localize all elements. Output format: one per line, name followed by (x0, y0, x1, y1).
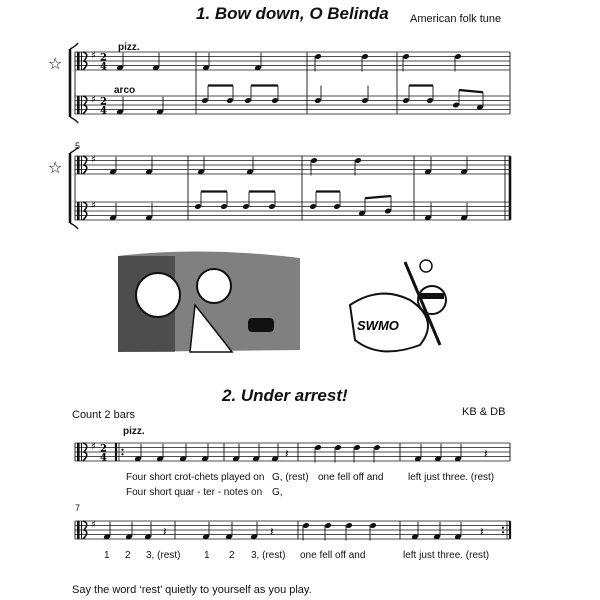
quarter-rest: 𝄽 (480, 524, 484, 539)
cartoon-illustration (118, 251, 446, 352)
star-icon: ☆ (48, 54, 63, 73)
quarter-rest: 𝄽 (270, 524, 274, 539)
instruction-text: Say the word ‘rest’ quietly to yourself as you play. (72, 584, 312, 596)
sharp-icon: ♯ (91, 50, 96, 62)
system-bracket (70, 223, 78, 229)
repeat-dot (502, 531, 504, 533)
count-lyric: 1 (204, 550, 210, 561)
count-lyric: one fell off and (300, 550, 366, 561)
quarter-rest: 𝄽 (285, 446, 289, 461)
alto-clef-icon (77, 521, 80, 539)
lyric: left just three. (rest) (408, 472, 495, 483)
lyric: one fell off and (318, 472, 384, 483)
pizz-label-2: pizz. (123, 426, 145, 437)
count-lyric: 2 (125, 550, 131, 561)
star-icon: ☆ (48, 158, 63, 177)
lyric: Four short crot-chets played on (126, 472, 265, 483)
alto-clef-icon (81, 52, 82, 70)
alto-clef-icon (77, 96, 80, 114)
sharp-icon: ♯ (91, 154, 96, 166)
alto-clef-icon (81, 443, 82, 461)
quarter-rest: 𝄽 (163, 524, 167, 539)
piece2-composer: KB & DB (462, 406, 506, 418)
arco-label: arco (114, 85, 136, 96)
time-signature: 4 (100, 452, 107, 464)
alto-clef-icon (81, 202, 82, 220)
system-bracket (70, 43, 78, 49)
count-lyric: 1 (104, 550, 110, 561)
piece1-title: 1. Bow down, O Belinda (196, 4, 389, 23)
measure-number-7: 7 (75, 503, 81, 513)
time-signature: 4 (100, 105, 107, 117)
svg-text:SWMO: SWMO (357, 318, 399, 333)
sharp-icon: ♯ (91, 441, 96, 453)
lyric: Four short quar - ter - notes on (126, 487, 263, 498)
repeat-dot (502, 527, 504, 529)
beam (365, 196, 391, 198)
count-lyric: 2 (229, 550, 235, 561)
pizz-label: pizz. (118, 42, 140, 53)
count-lyric: 3, (rest) (146, 550, 181, 561)
alto-clef-icon (77, 443, 80, 461)
measure-number-5: 5 (75, 141, 81, 151)
time-signature: 2 (100, 52, 107, 64)
count-lyric: left just three. (rest) (403, 550, 490, 561)
time-signature: 2 (100, 96, 107, 108)
alto-clef-icon (77, 202, 80, 220)
lyric: G, (272, 487, 283, 498)
alto-clef-icon (81, 96, 82, 114)
system-bracket (70, 117, 78, 123)
repeat-dot (121, 449, 123, 451)
count-lyric: 3, (rest) (251, 550, 286, 561)
alto-clef-icon (77, 52, 80, 70)
alto-clef-icon (81, 521, 82, 539)
sharp-icon: ♯ (91, 200, 96, 212)
lyric: G, (rest) (272, 472, 309, 483)
sharp-icon: ♯ (91, 519, 96, 531)
sharp-icon: ♯ (91, 94, 96, 106)
system-bracket (70, 147, 78, 153)
time-signature: 4 (100, 61, 107, 73)
beam (459, 90, 483, 92)
alto-clef-icon (81, 156, 82, 174)
time-signature: 2 (100, 443, 107, 455)
quarter-rest: 𝄽 (484, 446, 488, 461)
count-in-label: Count 2 bars (72, 409, 135, 421)
piece2-title: 2. Under arrest! (222, 386, 348, 405)
piece1-composer: American folk tune (410, 13, 502, 25)
alto-clef-icon (77, 156, 80, 174)
repeat-dot (121, 453, 123, 455)
